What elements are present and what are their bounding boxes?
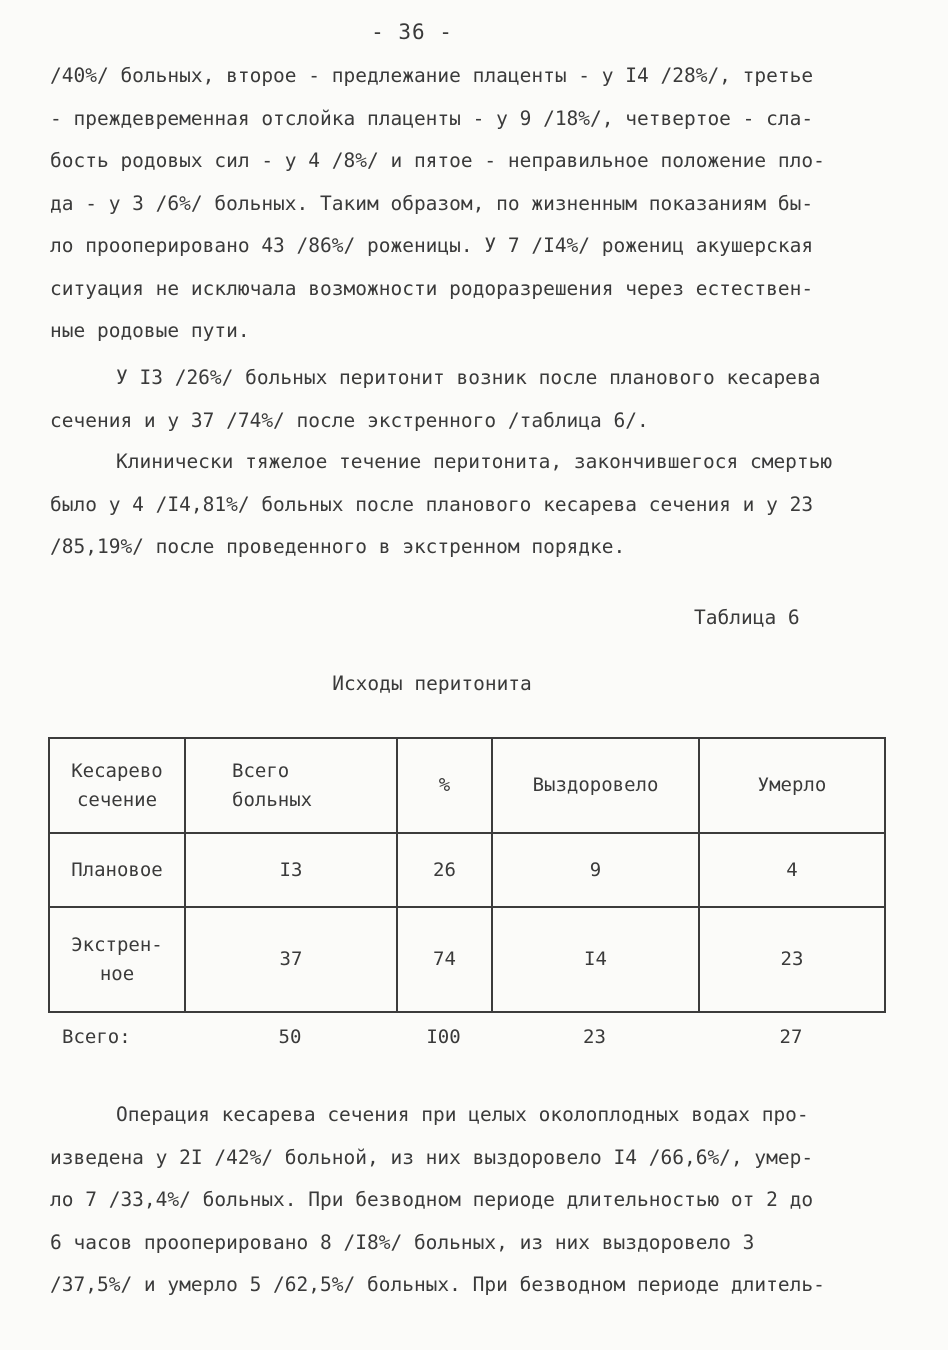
header-recovered: Выздоровело <box>492 738 699 833</box>
paragraph-amniotic-fluid <box>50 1094 890 1307</box>
cell-total: 37 <box>185 907 397 1012</box>
row-label-line2: ное <box>99 962 135 985</box>
text-line: ло прооперировано 43 /86%/ роженицы. У 7 /I4%/ рожениц акушерская <box>50 234 814 257</box>
totals-label: Всего: <box>62 1026 131 1048</box>
row-label <box>49 907 185 1012</box>
header-percent: % <box>397 738 492 833</box>
cell-percent: 26 <box>397 833 492 907</box>
text-line: ло 7 /33,4%/ больных. При безводном периоде длительностью от 2 до <box>50 1188 814 1211</box>
table-row <box>49 907 885 1012</box>
cell-total: I3 <box>185 833 397 907</box>
header-section-line2: сечение <box>76 788 158 811</box>
header-section <box>49 738 185 833</box>
totals-percent: I00 <box>426 1026 461 1048</box>
paragraph-causes <box>50 55 890 353</box>
text-line: /37,5%/ и умерло 5 /62,5%/ больных. При безводном периоде длитель- <box>50 1273 825 1296</box>
header-died: Умерло <box>699 738 885 833</box>
table-header-row <box>49 738 885 833</box>
text-line: ситуация не исключала возможности родоразрешения через естествен- <box>50 276 814 300</box>
text-line: 6 часов прооперировано 8 /I8%/ больных, из них выздоровело 3 <box>50 1230 755 1254</box>
text-line: У I3 /26%/ больных перитонит возник после планового кесарева <box>116 366 821 389</box>
table-title: Исходы перитонита <box>332 672 532 695</box>
text-line: Клинически тяжелое течение перитонита, закончившегося смертью <box>116 450 833 473</box>
text-line: да - у 3 /6%/ больных. Таким образом, по жизненным показаниям бы- <box>50 191 814 215</box>
totals-died: 27 <box>779 1026 803 1048</box>
table-number: Таблица 6 <box>694 606 800 629</box>
text-line: ные родовые пути. <box>50 319 250 342</box>
row-label-line1: Плановое <box>71 858 163 881</box>
cell-died: 23 <box>699 907 885 1012</box>
header-total <box>185 738 397 833</box>
totals-total: 50 <box>278 1026 302 1048</box>
page-number: - 36 - <box>371 20 453 44</box>
text-line: /40%/ больных, второе - предлежание плаценты - у I4 /28%/, третье <box>50 64 814 87</box>
cell-recovered: 9 <box>492 833 699 907</box>
text-line: бость родовых сил - у 4 /8%/ и пятое - неправильное положение пло- <box>50 149 825 172</box>
paragraph-planned-vs-emergency <box>50 357 890 442</box>
cell-died: 4 <box>699 833 885 907</box>
table-row <box>49 833 885 907</box>
outcomes-table <box>48 737 886 1013</box>
totals-recovered: 23 <box>583 1026 606 1048</box>
text-line: Операция кесарева сечения при целых околоплодных водах про- <box>116 1103 809 1126</box>
row-label <box>49 833 185 907</box>
paragraph-severe-course <box>50 441 890 569</box>
cell-percent: 74 <box>397 907 492 1012</box>
table-totals-row <box>48 1026 884 1048</box>
text-line: было у 4 /I4,81%/ больных после планового кесарева сечения и у 23 <box>50 492 814 516</box>
header-total-line2: больных <box>232 788 313 811</box>
header-section-line1: Кесарево <box>71 759 163 782</box>
text-line: сечения и у 37 /74%/ после экстренного /таблица 6/. <box>50 408 649 432</box>
header-total-line1: Всего <box>232 759 290 782</box>
text-line: - преждевременная отслойка плаценты - у 9 /18%/, четвертое - сла- <box>50 106 814 130</box>
row-label-line1: Экстрен- <box>71 933 163 956</box>
text-line: изведена у 2I /42%/ больной, из них выздоровело I4 /66,6%/, умер- <box>50 1145 814 1169</box>
cell-recovered: I4 <box>492 907 699 1012</box>
text-line: /85,19%/ после проведенного в экстренном порядке. <box>50 535 626 558</box>
